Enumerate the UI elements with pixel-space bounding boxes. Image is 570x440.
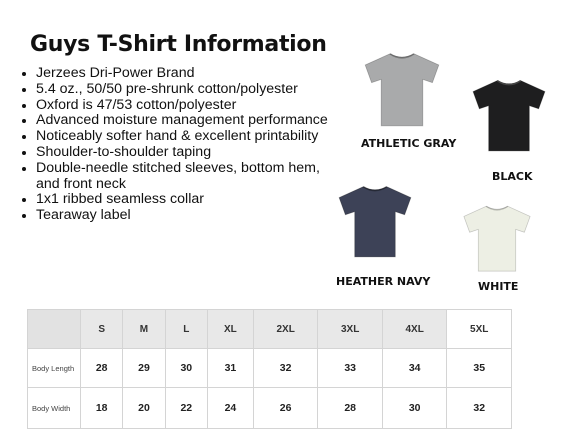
- bullet-icon: [22, 72, 26, 76]
- shirt-label-athletic-gray: ATHLETIC GRAY: [361, 137, 457, 150]
- table-cell: 34: [382, 349, 447, 388]
- size-chart-table: [27, 309, 512, 429]
- tshirt-icon: [362, 48, 442, 130]
- table-cell: 26: [253, 388, 318, 429]
- bullet-icon: [22, 198, 26, 202]
- table-cell: 31: [207, 349, 253, 388]
- feature-item: Double-needle stitched sleeves, bottom hem, and front neck: [22, 161, 342, 193]
- bullet-icon: [22, 167, 26, 171]
- table-cell: 22: [165, 388, 207, 429]
- shirt-heather-navy: [336, 178, 414, 264]
- shirt-label-black: BLACK: [492, 170, 533, 183]
- bullet-icon: [22, 104, 26, 108]
- table-header-row: [28, 310, 512, 349]
- shirt-athletic-gray: [362, 48, 442, 130]
- feature-item: Oxford is 47/53 cotton/polyester: [22, 98, 342, 114]
- table-cell: 20: [123, 388, 165, 429]
- size-header: 4XL: [382, 310, 447, 349]
- feature-item: Jerzees Dri-Power Brand: [22, 66, 342, 82]
- shirt-white: [461, 196, 533, 280]
- feature-item: Advanced moisture management performance: [22, 113, 342, 129]
- table-cell: 29: [123, 349, 165, 388]
- feature-list: [22, 66, 342, 224]
- table-cell: 32: [447, 388, 512, 429]
- bullet-icon: [22, 214, 26, 218]
- page-title: Guys T-Shirt Information: [30, 32, 327, 57]
- bullet-icon: [22, 151, 26, 155]
- table-row: [28, 388, 512, 429]
- size-header: S: [81, 310, 123, 349]
- feature-item: Shoulder-to-shoulder taping: [22, 145, 342, 161]
- feature-item: Noticeably softer hand & excellent printability: [22, 129, 342, 145]
- shirt-label-heather-navy: HEATHER NAVY: [336, 275, 431, 288]
- table-cell: 35: [447, 349, 512, 388]
- tshirt-icon: [336, 178, 414, 264]
- table-cell: 33: [318, 349, 383, 388]
- feature-item: 1x1 ribbed seamless collar: [22, 192, 342, 208]
- table-cell: 24: [207, 388, 253, 429]
- table-cell: 28: [318, 388, 383, 429]
- tshirt-icon: [470, 70, 548, 160]
- feature-item: 5.4 oz., 50/50 pre-shrunk cotton/polyester: [22, 82, 342, 98]
- size-header: 2XL: [253, 310, 318, 349]
- table-cell: 32: [253, 349, 318, 388]
- feature-item: Tearaway label: [22, 208, 342, 224]
- size-header: L: [165, 310, 207, 349]
- table-cell: 30: [165, 349, 207, 388]
- table-cell: 18: [81, 388, 123, 429]
- shirt-black: [470, 70, 548, 160]
- table-corner-cell: [28, 310, 81, 349]
- bullet-icon: [22, 135, 26, 139]
- row-label: Body Length: [28, 349, 81, 388]
- table-cell: 30: [382, 388, 447, 429]
- table-row: [28, 349, 512, 388]
- size-header: 5XL: [447, 310, 512, 349]
- table-cell: 28: [81, 349, 123, 388]
- bullet-icon: [22, 88, 26, 92]
- size-header: M: [123, 310, 165, 349]
- shirt-label-white: WHITE: [478, 280, 519, 293]
- row-label: Body Width: [28, 388, 81, 429]
- size-header: 3XL: [318, 310, 383, 349]
- bullet-icon: [22, 119, 26, 123]
- tshirt-icon: [461, 196, 533, 280]
- size-header: XL: [207, 310, 253, 349]
